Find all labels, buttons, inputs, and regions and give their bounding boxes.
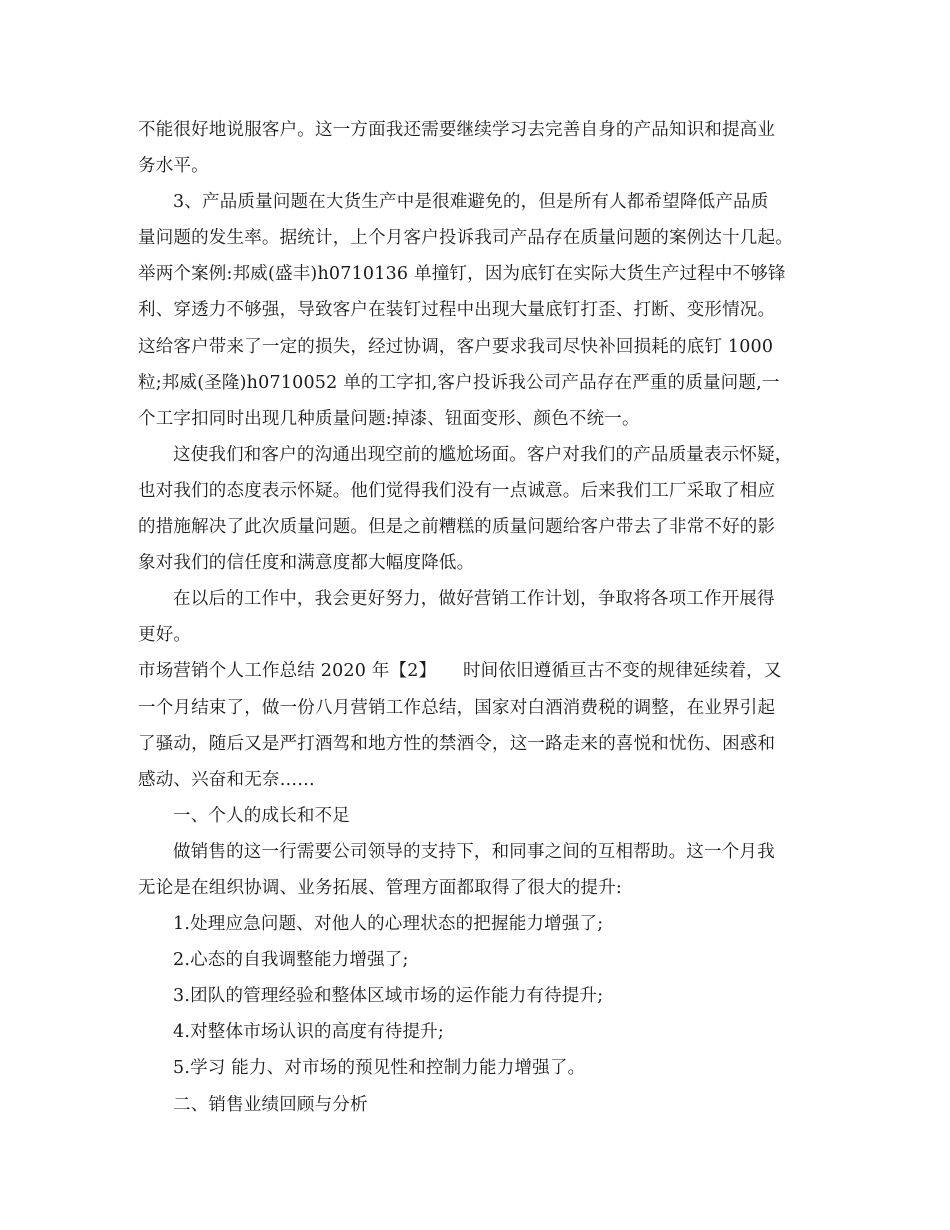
section-title-paragraph [138,653,828,797]
text-line: 在以后的工作中，我会更好努力，做好营销工作计划，争取将各项工作开展得 [173,589,775,610]
text-line: 这使我们和客户的沟通出现空前的尴尬场面。客户对我们的产品质量表示怀疑， [173,444,793,465]
text-line: 不能很好地说服客户。这一方面我还需要继续学习去完善自身的产品知识和提高业 [138,120,776,140]
text-line: 更好。 [138,625,192,646]
text-line: 1.处理应急问题、对他人的心理状态的把握能力增强了; [173,914,604,935]
list-item [138,978,828,1014]
text-line: 象对我们的信任度和满意度都大幅度降低。 [138,553,475,574]
text-line: 3.团队的管理经验和整体区域市场的运作能力有待提升; [173,986,604,1007]
paragraph-2 [138,184,828,437]
paragraph-7 [138,834,828,906]
text-line: 的措施解决了此次质量问题。但是之前糟糕的质量问题给客户带去了非常不好的影 [138,517,776,538]
text-line: 一个月结束了，做一份八月营销工作总结，国家对白酒消费税的调整，在业界引起 [138,697,776,718]
subheading-growth [138,798,828,834]
text-line: 4.对整体市场认识的高度有待提升; [173,1022,444,1043]
text-line: 粒;邦威(圣隆)h0710052 单的工字扣,客户投诉我公司产品存在严重的质量问题,一 [138,372,780,393]
list-item [138,1050,828,1086]
text-line: 了骚动，随后又是严打酒驾和地方性的禁酒令，这一路走来的喜悦和忧伤、困惑和 [138,733,776,754]
text-line: 做销售的这一行需要公司领导的支持下，和同事之间的互相帮助。这一个月我 [173,841,775,862]
list-item [138,906,828,942]
text-line: 利、穿透力不够强，导致客户在装钉过程中出现大量底钉打歪、打断、变形情况。 [138,300,776,321]
paragraph-3 [138,437,828,581]
text-line: 感动、兴奋和无奈…… [138,769,315,790]
subheading-sales-review [138,1087,828,1123]
text-line: 务水平。 [138,156,209,177]
text-line: 量问题的发生率。据统计，上个月客户投诉我司产品存在质量问题的案例达十几起。 [138,228,793,249]
text-line: 5.学习 能力、对市场的预见性和控制力能力增强了。 [173,1058,586,1079]
text-line: 二、销售业绩回顾与分析 [173,1094,368,1115]
paragraph-1 [138,112,828,184]
text-line: 3、产品质量问题在大货生产中是很难避免的，但是所有人都希望降低产品质 [173,192,769,213]
text-line: 举两个案例:邦威(盛丰)h0710136 单撞钉，因为底钉在实际大货生产过程中不够锋 [138,264,786,285]
text-line: 市场营销个人工作总结 2020 年【2】 时间依旧遵循亘古不变的规律延续着，又 [138,661,782,682]
text-line: 2.心态的自我调整能力增强了; [173,950,409,971]
text-line: 这给客户带来了一定的损失，经过协调，客户要求我司尽快补回损耗的底钉 1000 [138,336,774,357]
list-item [138,1014,828,1050]
text-line: 无论是在组织协调、业务拓展、管理方面都取得了很大的提升: [138,877,622,898]
text-line: 一、个人的成长和不足 [173,805,350,826]
list-item [138,942,828,978]
document-body [138,112,828,1123]
text-line: 也对我们的态度表示怀疑。他们觉得我们没有一点诚意。后来我们工厂采取了相应 [138,480,776,501]
paragraph-4 [138,581,828,653]
text-line: 个工字扣同时出现几种质量问题:掉漆、钮面变形、颜色不统一。 [138,408,640,429]
